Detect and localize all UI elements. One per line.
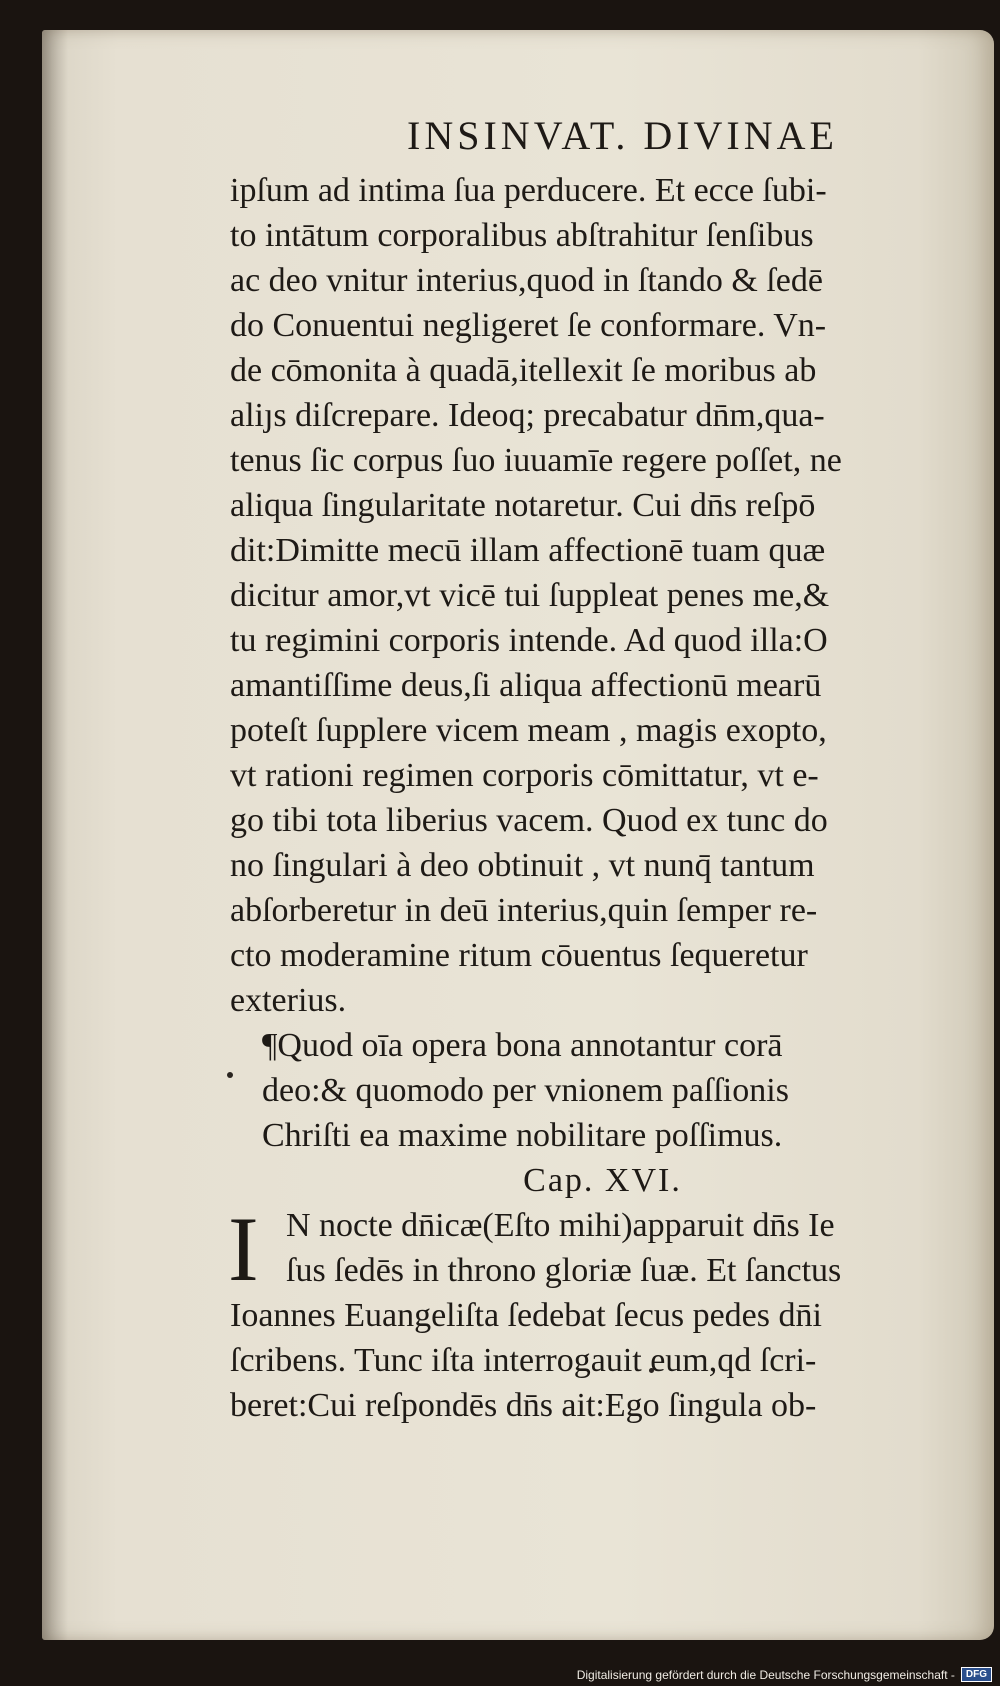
body-paragraph (230, 168, 975, 1023)
chapter-heading-line: Chriſti ea maxime nobilitare poſſimus. (262, 1117, 783, 1154)
body-line: go tibi tota liberius vacem. Quod ex tunc do (230, 802, 828, 839)
footer-credit: Digitalisierung gefördert durch die Deutsche Forschungsgemeinschaft - (576, 1667, 955, 1682)
body-line: poteſt ſupplere vicem meam , magis exopto, (230, 712, 827, 749)
chapter-opening (228, 1198, 975, 1300)
body-line: no ſingulari à deo obtinuit , vt nunq̄ tantum (230, 847, 815, 884)
chapter-number: Cap. XVI. (523, 1162, 682, 1199)
chapter-paragraph (230, 1293, 975, 1428)
spine-shadow (42, 30, 68, 1640)
chapter-line: ſcribens. Tunc iſta interrogauit eum,qd ſcri- (230, 1342, 817, 1379)
body-line: abſorberetur in deū interius,quin ſemper re- (230, 892, 818, 929)
body-line: tu regimini corporis intende. Ad quod illa:O (230, 622, 828, 659)
body-line: dicitur amor,vt vicē tui ſuppleat penes me,& (230, 577, 830, 614)
body-line: exterius. (230, 982, 347, 1019)
body-line: amantiſſime deus,ſi aliqua affectionū mearū (230, 667, 822, 704)
body-line: vt rationi regimen corporis cōmittatur, vt e- (230, 757, 819, 794)
body-line: tenus ſic corpus ſuo iuuamīe regere poſſet, ne (230, 442, 842, 479)
chapter-line: beret:Cui reſpondēs dn̄s ait:Ego ſingula ob- (230, 1387, 817, 1424)
drop-initial: I (228, 1198, 259, 1300)
body-line: to intātum corporalibus abſtrahitur ſenſibus (230, 217, 814, 254)
body-line: aliȷs diſcrepare. Ideoq; precabatur dn̄m,qua- (230, 397, 825, 434)
chapter-heading-line: ¶Quod oīa opera bona annotantur corā (262, 1027, 783, 1064)
body-line: de cōmonita à quadā,itellexit ſe moribus ab (230, 352, 817, 389)
body-line: do Conuentui negligeret ſe conformare. Vn- (230, 307, 827, 344)
chapter-heading-line: deo:& quomodo per vnionem paſſionis (262, 1072, 789, 1109)
body-line: aliqua ſingularitate notaretur. Cui dn̄s reſpō (230, 487, 816, 524)
dfg-logo: DFG (961, 1667, 992, 1682)
body-line: ac deo vnitur interius,quod in ſtando & ſedē (230, 262, 823, 299)
chapter-line: N nocte dn̄icæ(Eſto mihi)apparuit dn̄s Ie (286, 1207, 835, 1244)
chapter-line: ſus ſedēs in throno gloriæ ſuæ. Et ſanctus (286, 1252, 842, 1289)
body-line: dit:Dimitte mecū illam affectionē tuam quæ (230, 532, 826, 569)
body-line: cto moderamine ritum cōuentus ſequeretur (230, 937, 808, 974)
chapter-heading (230, 1023, 975, 1158)
chapter-line: Ioannes Euangeliſta ſedebat ſecus pedes dn̄i (230, 1297, 822, 1334)
running-head: INSINVAT. DIVINAE (407, 113, 838, 158)
body-line: ipſum ad intima ſua perducere. Et ecce ſubi- (230, 172, 827, 209)
text-block (230, 96, 975, 1428)
book-page (42, 30, 994, 1640)
digitization-footer (577, 1667, 992, 1682)
